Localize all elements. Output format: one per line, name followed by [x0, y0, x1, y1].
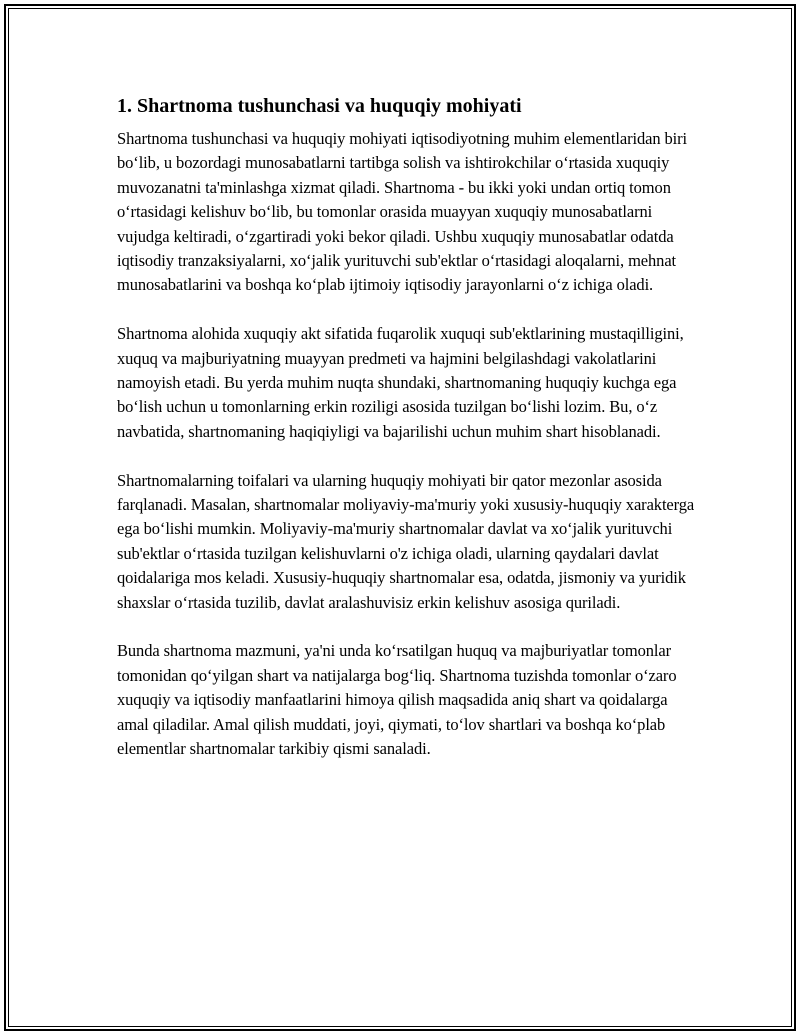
- section-heading: 1. Shartnoma tushunchasi va huquqiy mohiyati: [117, 95, 522, 117]
- paragraph-2: Shartnoma alohida xuquqiy akt sifatida fuqarolik xuquqi sub'ektlarining mustaqilligini, xuquq va majburiyatning muayyan predmeti va hajmini belgilashdagi vakolatlarini namoyish etadi. Bu yerda muhim nuqta shundaki, shartnomaning huquqiy kuchga ega bo‘lish uchun u tomonlarning erkin roziligi asosida tuzilgan bo‘lishi lozim. Bu, o‘z navbatida, shartnomaning haqiqiyligi va bajarilishi uchun muhim shart hisoblanadi.: [117, 324, 684, 441]
- paragraph-3: Shartnomalarning toifalari va ularning huquqiy mohiyati bir qator mezonlar asosida farqlanadi. Masalan, shartnomalar moliyaviy-ma'muriy yoki xususiy-huquqiy xarakterga ega bo‘lishi mumkin. Moliyaviy-ma'muriy shartnomalar davlat va xo‘jalik yurituvchi sub'ektlar o‘rtasida tuzilgan kelishuvlarni o'z ichiga oladi, ularning qaydalari davlat qoidalariga mos keladi. Xususiy-huquqiy shartnomalar esa, odatda, jismoniy va yuridik shaxslar o‘rtasida tuzilib, davlat aralashuvisiz erkin kelishuv asosiga quriladi.: [117, 470, 695, 612]
- paragraph-4: Bunda shartnoma mazmuni, ya'ni unda ko‘rsatilgan huquq va majburiyatlar tomonlar tomonidan qo‘yilgan shart va natijalarga bog‘liq. Shartnoma tuzishda tomonlar o‘zaro xuquqiy va iqtisodiy manfaatlarini himoya qilish maqsadida aniq shart va qoidalarga amal qiladilar. Amal qilish muddati, joyi, qiymati, to‘lov shartlari va boshqa ko‘plab elementlar shartnomalar tarkibiy qismi sanaladi.: [117, 641, 677, 759]
- paragraph-1: Shartnoma tushunchasi va huquqiy mohiyati iqtisodiyotning muhim elementlaridan biri bo‘lib, u bozordagi munosabatlarni tartibga solish va ishtirokchilar o‘rtasida xuquqiy muvozanatni ta'minlashga xizmat qiladi. Shartnoma - bu ikki yoki undan ortiq tomon o‘rtasidagi kelishuv bo‘lib, bu tomonlar orasida muayyan xuquqiy munosabatlarni vujudga keltiradi, o‘zgartiradi yoki bekor qiladi. Ushbu xuquqiy munosabatlar odatda iqtisodiy tranzaksiyalarni, xo‘jalik yurituvchi sub'ektlar o‘rtasidagi aloqalarni, mehnat munosabatlarini va boshqa ko‘plab ijtimoiy iqtisodiy jarayonlarni o‘z ichiga oladi.: [117, 129, 688, 295]
- document-body: [117, 92, 697, 762]
